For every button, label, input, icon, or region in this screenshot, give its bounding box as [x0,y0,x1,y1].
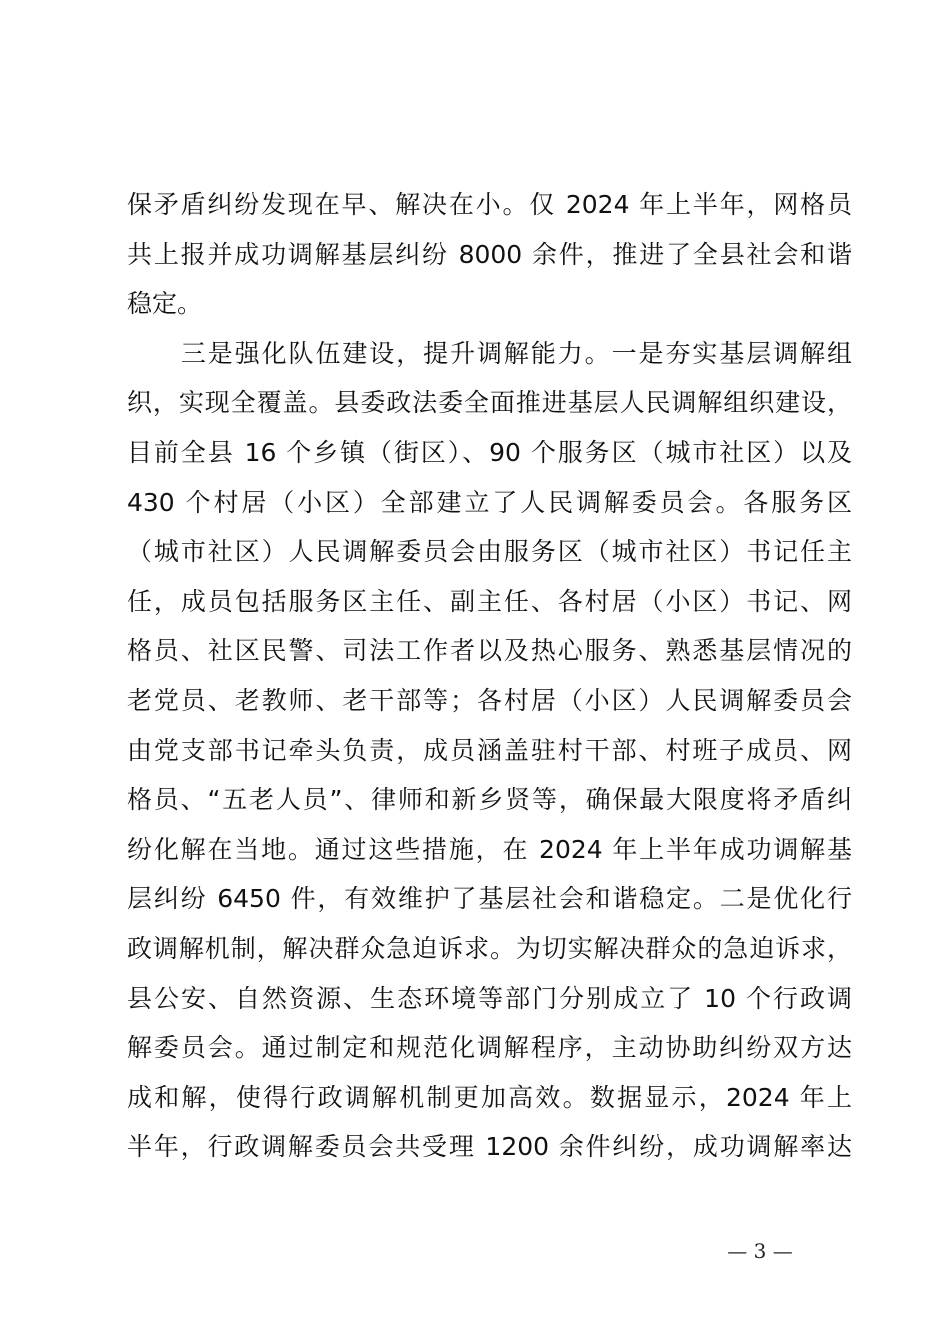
text-line: 三是强化队伍建设，提升调解能力。一是夯实基层调解组 [127,338,852,368]
text-line: 解委员会。通过制定和规范化调解程序，主动协助纠纷双方达 [127,1033,852,1063]
text-line: 半年，行政调解委员会共受理 1200 余件纠纷，成功调解率达 [127,1132,852,1162]
text-line: 县公安、自然资源、生态环境等部门分别成立了 10 个行政调 [127,983,852,1013]
text-line: 稳定。 [127,289,203,319]
text-line: 格员、“五老人员”、律师和新乡贤等，确保最大限度将矛盾纠 [127,785,852,815]
text-line: 织，实现全覆盖。县委政法委全面推进基层人民调解组织建设， [127,388,852,418]
text-line: 430 个村居（小区）全部建立了人民调解委员会。各服务区 [127,487,852,517]
text-line: （城市社区）人民调解委员会由服务区（城市社区）书记任主 [127,537,852,567]
text-line: 政调解机制，解决群众急迫诉求。为切实解决群众的急迫诉求， [127,933,852,963]
text-line: 保矛盾纠纷发现在早、解决在小。仅 2024 年上半年，网格员 [127,190,852,219]
text-line: 共上报并成功调解基层纠纷 8000 余件，推进了全县社会和谐 [127,239,852,269]
text-line: 格员、社区民警、司法工作者以及热心服务、熟悉基层情况的 [127,636,852,666]
text-line: 成和解，使得行政调解机制更加高效。数据显示，2024 年上 [127,1082,852,1112]
text-line: 目前全县 16 个乡镇（街区）、90 个服务区（城市社区）以及 [127,437,852,467]
text-line: 老党员、老教师、老干部等；各村居（小区）人民调解委员会 [127,685,852,715]
body-text [127,180,852,1172]
page-number: — 3 — [727,1239,793,1263]
text-line: 层纠纷 6450 件，有效维护了基层社会和谐稳定。二是优化行 [127,884,852,914]
text-line: 纷化解在当地。通过这些措施，在 2024 年上半年成功调解基 [127,834,852,864]
text-line: 由党支部书记牵头负责，成员涵盖驻村干部、村班子成员、网 [127,735,852,765]
text-line: 任，成员包括服务区主任、副主任、各村居（小区）书记、网 [127,586,852,616]
